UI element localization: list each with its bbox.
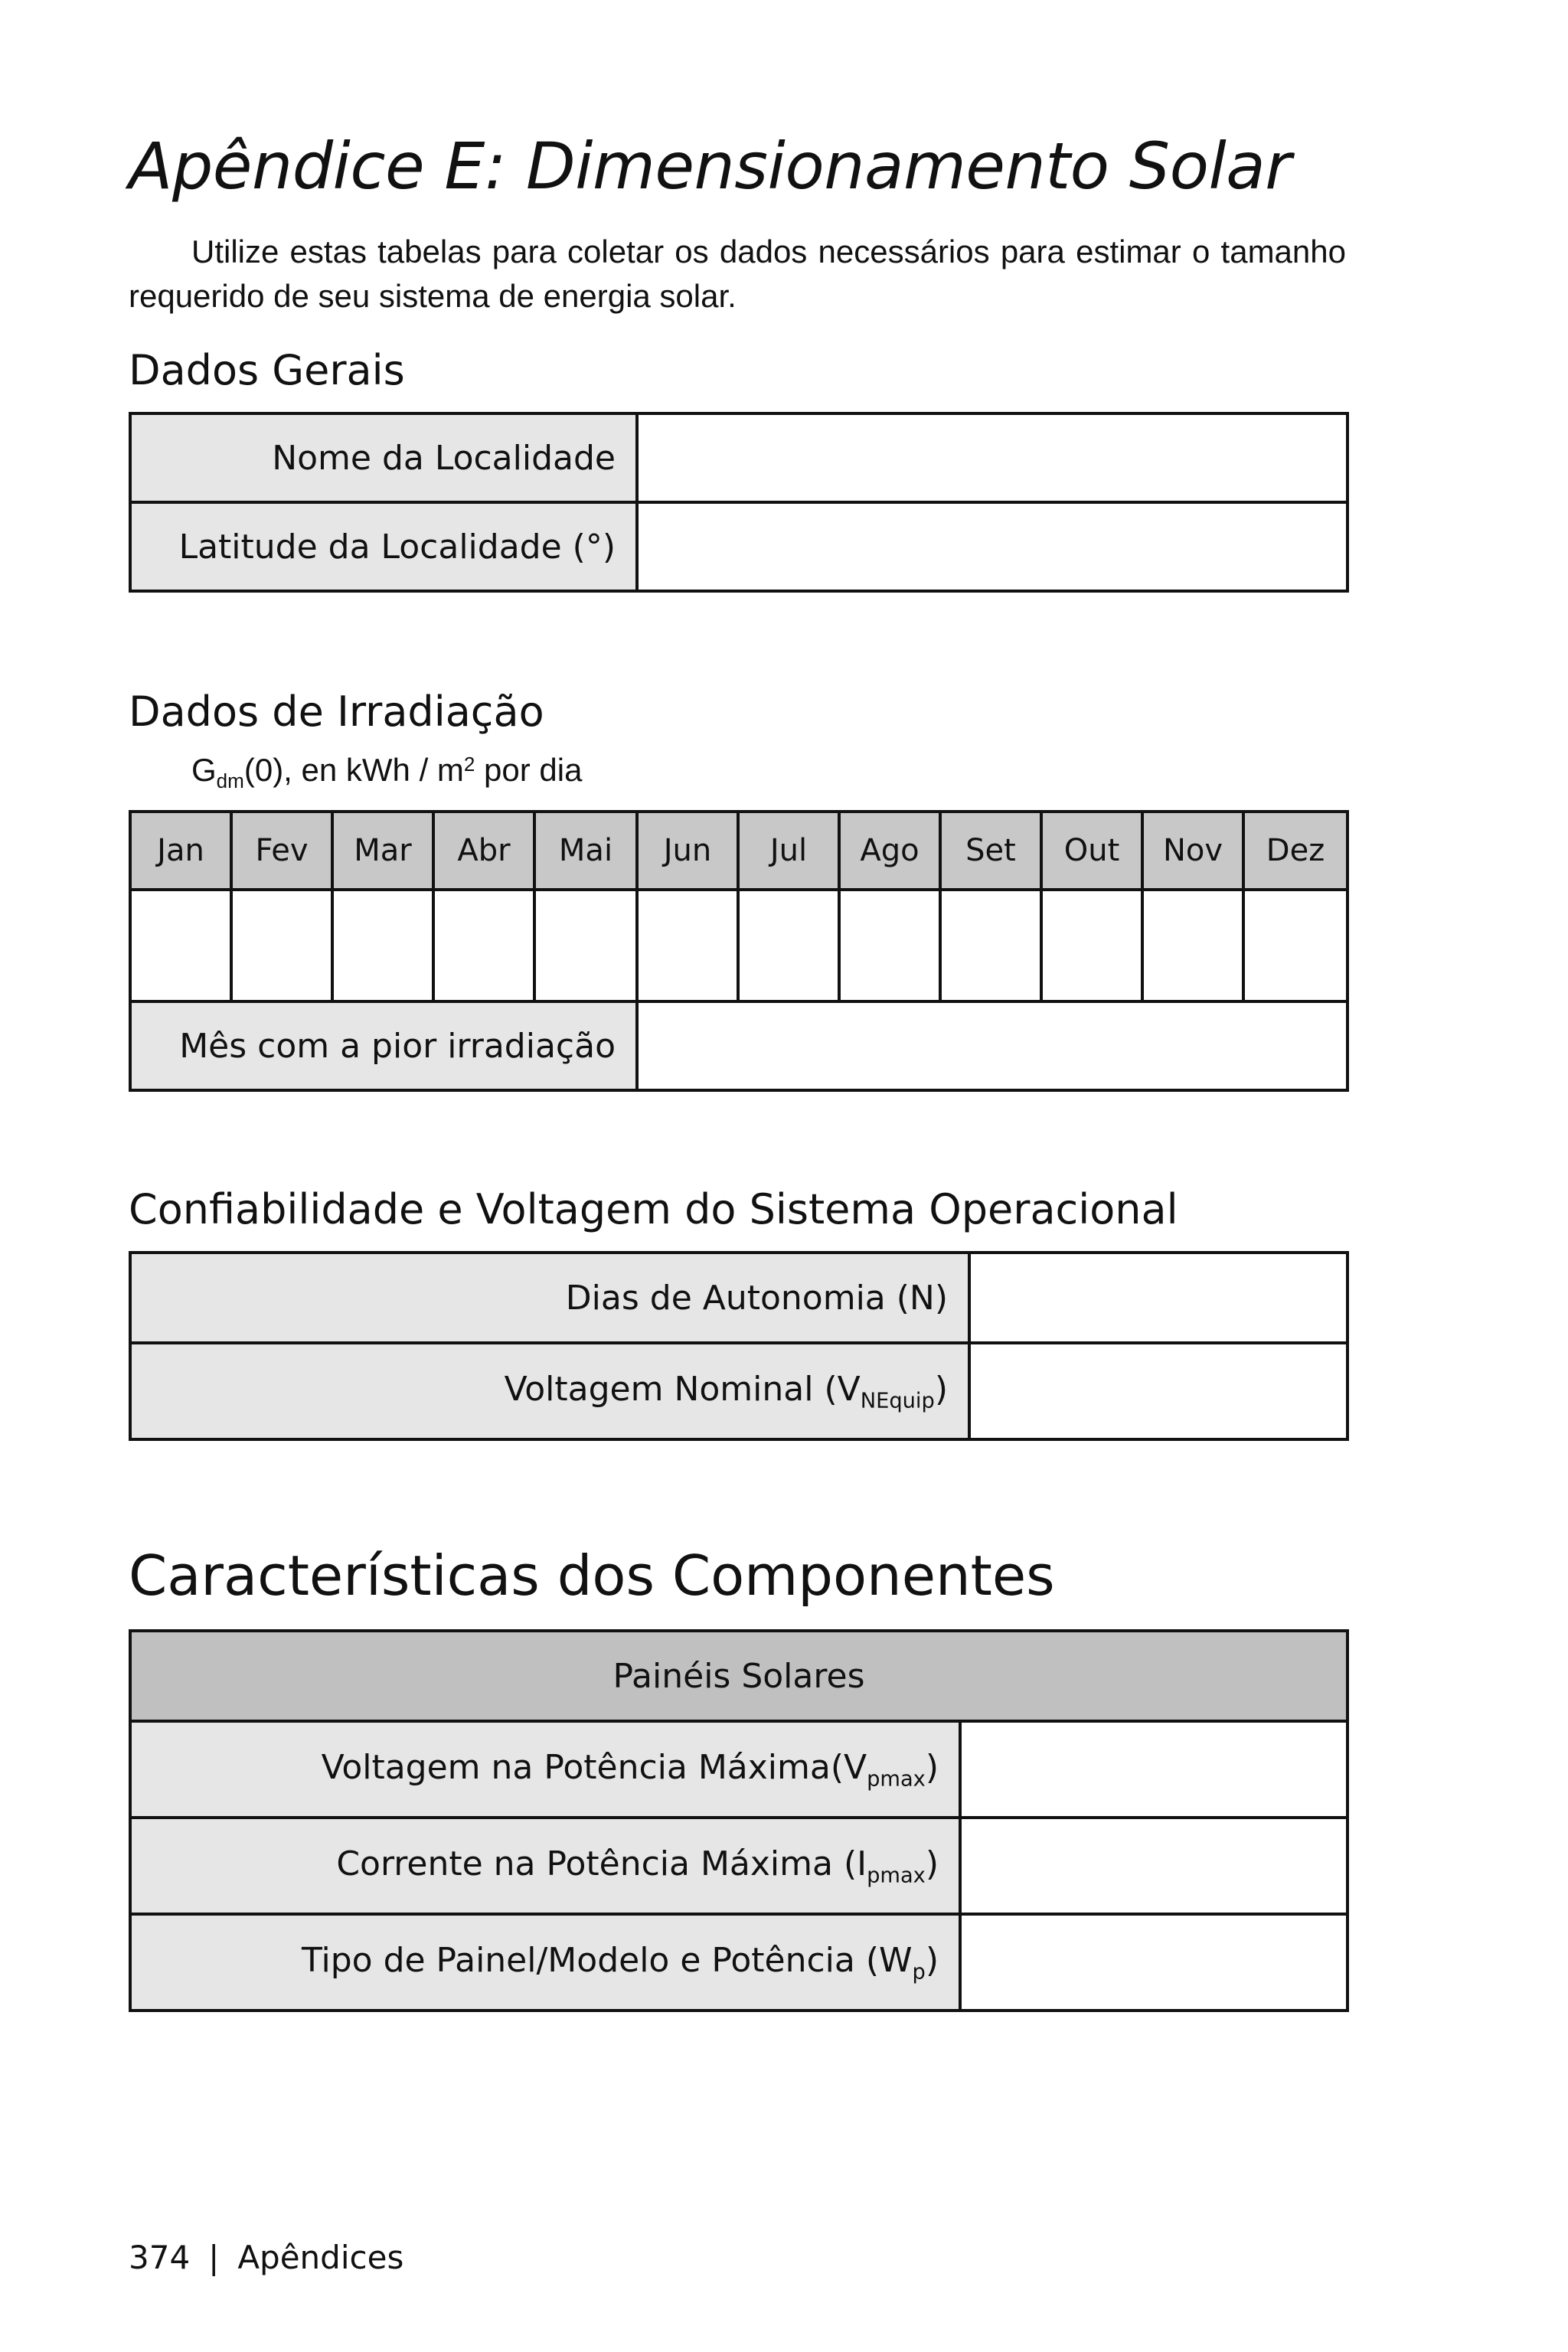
vpmax-label: Voltagem na Potência $Máxima(V_{pmax})$ — [130, 1721, 960, 1818]
solar-panels-header: Painéis Solares — [130, 1631, 1348, 1721]
intro-paragraph: Utilize estas tabelas para coletar os dados necessários para estimar o tamanho requerido de seu sistema de energia solar. — [129, 234, 1346, 314]
panel-type-label: Tipo de Painel/Modelo e Potência $(W_p)$ — [130, 1914, 960, 2011]
month-value-field[interactable] — [534, 890, 637, 1001]
month-value-field[interactable] — [433, 890, 534, 1001]
ipmax-label: Corrente na Potência Máxima $(I_{pmax})$ — [130, 1818, 960, 1914]
reliability-table — [129, 1251, 1349, 1441]
irradiation-table — [129, 810, 1349, 1092]
footer-section: Apêndices — [237, 2239, 404, 2276]
nominal-voltage-label: Voltagem Nominal $(V_{NEquip})$ — [130, 1343, 969, 1439]
page-title: Apêndice E: Dimensionamento Solar — [129, 129, 1292, 204]
month-header: Mai — [534, 812, 637, 890]
page-footer — [129, 2239, 403, 2276]
vpmax-field[interactable] — [960, 1721, 1348, 1818]
month-header: Mar — [332, 812, 433, 890]
month-value-field[interactable] — [637, 890, 738, 1001]
month-header: Dez — [1243, 812, 1348, 890]
month-value-field[interactable] — [1041, 890, 1142, 1001]
components-heading: Características dos Componentes — [129, 1544, 1055, 1608]
ipmax-field[interactable] — [960, 1818, 1348, 1914]
month-header: Set — [940, 812, 1041, 890]
month-value-field[interactable] — [839, 890, 940, 1001]
location-latitude-label: Latitude da Localidade (°) — [130, 502, 637, 591]
location-name-field[interactable] — [637, 413, 1348, 502]
month-header: Jan — [130, 812, 231, 890]
location-latitude-field[interactable] — [637, 502, 1348, 591]
month-header: Nov — [1142, 812, 1243, 890]
month-header: Ago — [839, 812, 940, 890]
month-value-field[interactable] — [738, 890, 839, 1001]
page-number: 374 — [129, 2239, 191, 2276]
month-header: Jun — [637, 812, 738, 890]
month-header: Fev — [231, 812, 332, 890]
month-header: Jul — [738, 812, 839, 890]
irradiation-unit: $G_{dm}(0)$, en kWh / $m^2$ por dia — [191, 752, 583, 793]
month-value-field[interactable] — [1142, 890, 1243, 1001]
nominal-voltage-field[interactable] — [969, 1343, 1348, 1439]
month-value-field[interactable] — [332, 890, 433, 1001]
month-value-field[interactable] — [231, 890, 332, 1001]
month-value-field[interactable] — [130, 890, 231, 1001]
worst-month-label: Mês com a pior irradiação — [130, 1001, 637, 1090]
general-table — [129, 412, 1349, 593]
reliability-heading: Confiabilidade e Voltagem do Sistema Operacional — [129, 1185, 1178, 1233]
location-name-label: Nome da Localidade — [130, 413, 637, 502]
month-header: Out — [1041, 812, 1142, 890]
footer-separator: | — [208, 2239, 220, 2276]
autonomy-field[interactable] — [969, 1253, 1348, 1343]
month-value-field[interactable] — [1243, 890, 1348, 1001]
month-value-field[interactable] — [940, 890, 1041, 1001]
worst-month-field[interactable] — [637, 1001, 1348, 1090]
autonomy-label: Dias de Autonomia (N) — [130, 1253, 969, 1343]
panel-type-field[interactable] — [960, 1914, 1348, 2011]
irradiation-heading: Dados de Irradiação — [129, 688, 544, 736]
general-heading: Dados Gerais — [129, 346, 405, 394]
month-header: Abr — [433, 812, 534, 890]
solar-panels-table — [129, 1629, 1349, 2012]
